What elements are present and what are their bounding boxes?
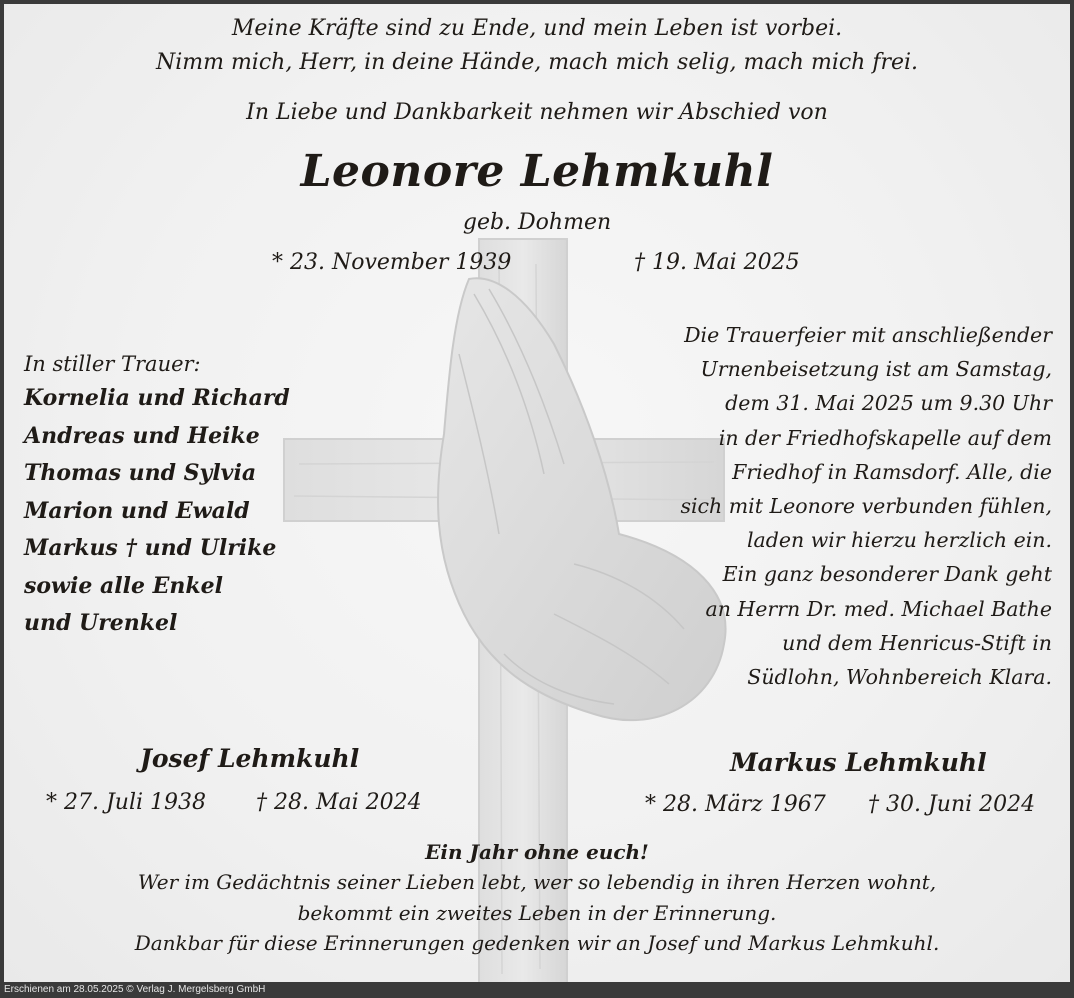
closing-title: Ein Jahr ohne euch! (425, 840, 649, 864)
list-item: Marion und Ewald (24, 497, 250, 524)
closing-line-3: Dankbar für diese Erinnerungen gedenken wir an Josef und Markus Lehmkuhl. (134, 931, 940, 955)
obituary-card (4, 4, 1070, 982)
service-line: Friedhof in Ramsdorf. Alle, die (732, 459, 1052, 484)
list-item: sowie alle Enkel (24, 572, 223, 599)
list-item: Kornelia und Richard (24, 385, 290, 411)
verse-line-2: Nimm mich, Herr, in deine Hände, mach mich selig, mach mich frei. (155, 50, 919, 75)
service-line: Die Trauerfeier mit anschließender (684, 323, 1052, 347)
service-line: und dem Henricus-Stift in (782, 630, 1052, 655)
remembered-name-markus: Markus Lehmkuhl (730, 748, 987, 777)
mourners-list (24, 380, 290, 643)
birth-date: * 23. November 1939 (272, 250, 512, 275)
list-item: Markus † und Ulrike (24, 535, 277, 561)
closing-line-1: Wer im Gedächtnis seiner Lieben lebt, wer so lebendig in ihren Herzen wohnt, (137, 870, 937, 894)
service-line: laden wir hierzu herzlich ein. (746, 528, 1052, 553)
verse-line-1: Meine Kräfte sind zu Ende, und mein Leben ist vorbei. (231, 16, 843, 41)
closing-line-2: bekommt ein zweites Leben in der Erinnerung. (297, 901, 777, 925)
list-item: Andreas und Heike (24, 422, 260, 449)
service-line: sich mit Leonore verbunden fühlen, (680, 493, 1052, 518)
remembered-born-markus: * 28. März 1967 (645, 792, 826, 817)
service-line: in der Friedhofskapelle auf dem (718, 425, 1052, 450)
remembered-name-josef: Josef Lehmkuhl (140, 744, 360, 773)
list-item: und Urenkel (24, 610, 178, 636)
mourners-heading: In stiller Trauer: (24, 352, 201, 376)
deceased-name: Leonore Lehmkuhl (300, 146, 774, 197)
service-line: Südlohn, Wohnbereich Klara. (747, 664, 1052, 689)
service-line: dem 31. Mai 2025 um 9.30 Uhr (725, 391, 1052, 416)
remembered-born-josef: * 27. Juli 1938 (46, 790, 207, 815)
service-info (680, 318, 1052, 694)
intro-text: In Liebe und Dankbarkeit nehmen wir Abschied von (246, 100, 828, 125)
footer-text: Erschienen am 28.05.2025 © Verlag J. Mergelsberg GmbH (4, 984, 266, 995)
service-line: Urnenbeisetzung ist am Samstag, (700, 357, 1052, 382)
remembered-died-markus: † 30. Juni 2024 (868, 792, 1036, 817)
death-date: † 19. Mai 2025 (634, 250, 800, 275)
service-line: an Herrn Dr. med. Michael Bathe (705, 596, 1052, 621)
remembered-died-josef: † 28. Mai 2024 (256, 790, 422, 815)
publication-footer (0, 982, 1074, 998)
maiden-name: geb. Dohmen (462, 210, 612, 235)
list-item: Thomas und Sylvia (24, 460, 257, 486)
service-line: Ein ganz besonderer Dank geht (722, 562, 1052, 587)
